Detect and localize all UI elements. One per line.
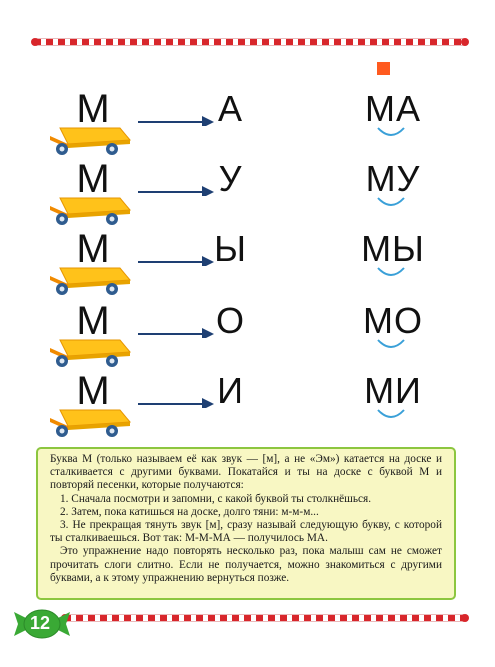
- instruction-step-1: 1. Сначала посмотри и запомни, с какой буквой ты столкнёшься.: [60, 492, 372, 505]
- instruction-step-2: 2. Затем, пока катишься на доске, долго тяни: м-м-м...: [60, 505, 319, 518]
- instruction-note: Это упражнение надо повторять несколько раз, пока малыш сам не сможет прочитать слоги слитно. Если не получается, можно знакомиться с другими буквами, а к этому упражнению вернуться позже.: [50, 545, 442, 584]
- instruction-intro: Буква М (только называем её как звук — [м], а не «Эм») катается на доске и сталкивается с другими буквами. Покатайся и ты на доске с буквой М и повторяй песенки, которые получаются:: [50, 453, 442, 492]
- syllable-row: [0, 300, 495, 368]
- syllable-row: [0, 158, 495, 226]
- slur-arc-icon: [376, 338, 406, 350]
- syllable-text: МО: [363, 300, 423, 341]
- instruction-box: [36, 447, 456, 600]
- vowel-letter: И: [217, 370, 243, 411]
- slur-arc-icon: [376, 196, 406, 208]
- syllable-row: [0, 88, 495, 156]
- arrow-icon: [138, 112, 214, 126]
- page-number: 12: [29, 613, 51, 633]
- vowel-letter: А: [217, 88, 242, 129]
- slur-arc-icon: [376, 408, 406, 420]
- arrow-icon: [138, 182, 214, 196]
- vowel-letter: У: [218, 158, 242, 199]
- consonant-letter: М: [76, 227, 110, 271]
- syllable-text: МЫ: [361, 228, 425, 269]
- syllable-text: МИ: [364, 370, 422, 411]
- arrow-icon: [138, 324, 214, 338]
- bottom-candy-stripe: [64, 614, 466, 622]
- consonant-letter: М: [76, 87, 110, 131]
- syllable-text: МА: [365, 88, 421, 129]
- syllable-row: [0, 228, 495, 296]
- slur-arc-icon: [376, 126, 406, 138]
- consonant-letter: М: [76, 299, 110, 343]
- instruction-step-3: 3. Не прекращая тянуть звук [м], сразу называй следующую букву, с которой ты сталкиваешься. Вот так: М-М-МА — получилось МА.: [50, 519, 442, 545]
- top-candy-stripe: [34, 38, 466, 46]
- vowel-letter: Ы: [214, 228, 246, 269]
- orange-square-marker: [377, 62, 390, 75]
- vowel-letter: О: [215, 300, 244, 341]
- slur-arc-icon: [376, 266, 406, 278]
- arrow-icon: [138, 394, 214, 408]
- syllable-text: МУ: [365, 158, 421, 199]
- syllable-row: [0, 370, 495, 438]
- consonant-letter: М: [76, 369, 110, 413]
- arrow-icon: [138, 252, 214, 266]
- consonant-letter: М: [76, 157, 110, 201]
